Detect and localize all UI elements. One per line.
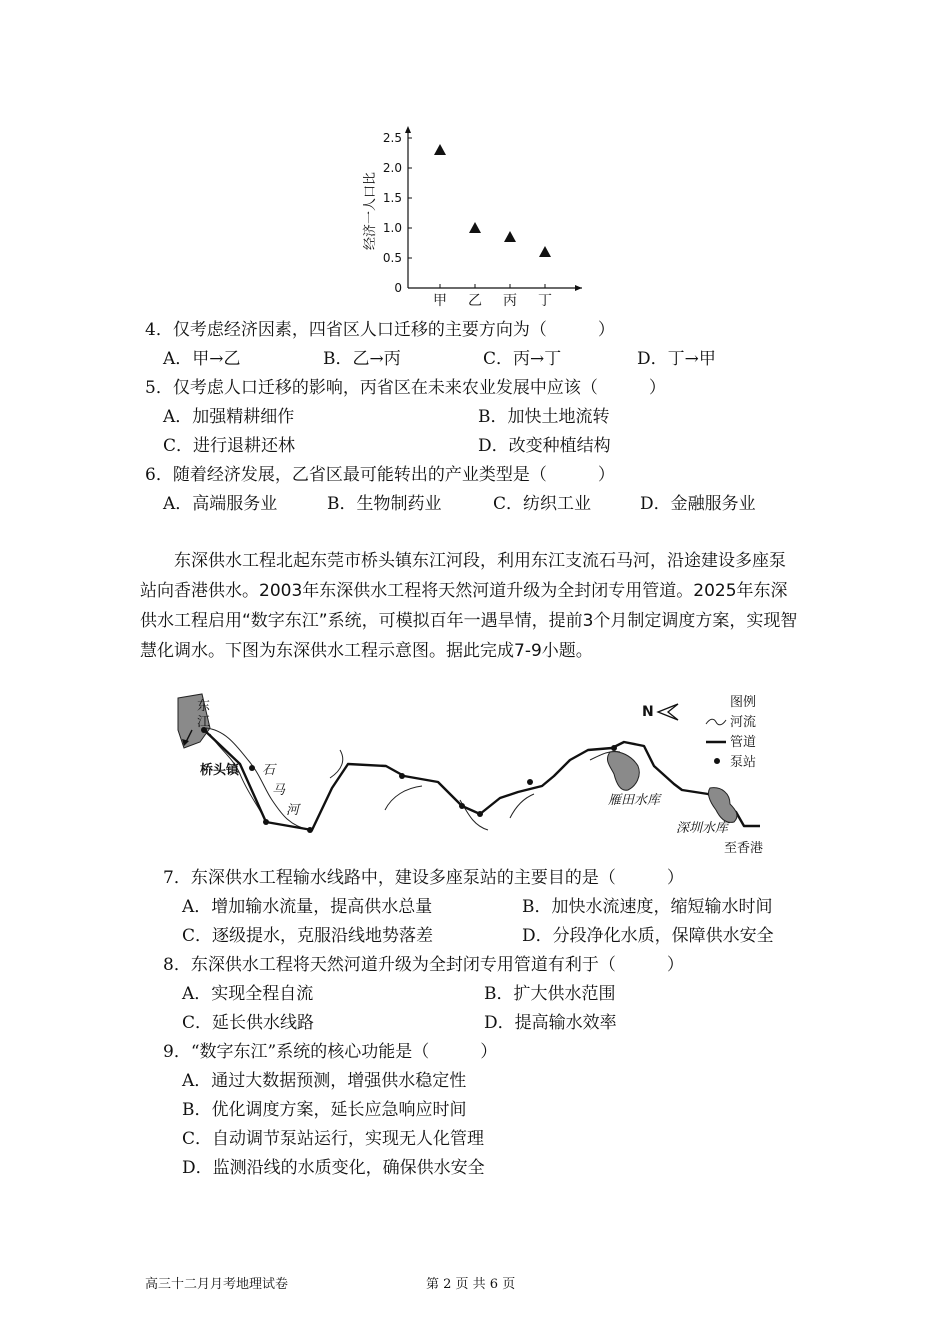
footer-page-number: 第 2 页 共 6 页: [426, 1277, 516, 1292]
north-label: N: [642, 704, 654, 720]
question-6-stem: 6．随着经济发展，乙省区最可能转出的产业类型是（ ）: [145, 465, 615, 485]
y-tick-label: 1.0: [382, 221, 402, 235]
question-7-option-c: C．逐级提水，克服沿线地势落差: [182, 926, 434, 946]
question-9-option-c: C．自动调节泵站运行，实现无人化管理: [182, 1129, 485, 1149]
pump-station-dot: [249, 765, 255, 771]
question-7-option-a: A．增加输水流量，提高供水总量: [182, 897, 433, 917]
question-7-option-b: B．加快水流速度，缩短输水时间: [522, 897, 773, 917]
y-tick-label: 1.5: [382, 191, 402, 205]
x-tick-label: 乙: [468, 293, 482, 309]
legend-river-label: 河流: [730, 715, 757, 730]
legend-title: 图例: [730, 695, 757, 710]
question-6-option-b: B．生物制药业: [327, 494, 442, 514]
water-supply-map: [170, 690, 780, 860]
pump-station-dot: [459, 803, 465, 809]
river-lines: [206, 728, 620, 830]
y-axis-label: 经济一人口比: [363, 171, 378, 251]
y-tick-label: 2.0: [382, 161, 402, 175]
question-6-option-c: C．纺织工业: [493, 494, 592, 514]
shenzhen-label: 深圳水库: [676, 821, 729, 836]
qiaotou-label: 桥头镇: [200, 763, 240, 778]
question-4-option-c: C．丙→丁: [483, 349, 562, 369]
question-9-stem: 9．“数字东江”系统的核心功能是（ ）: [163, 1042, 498, 1062]
data-point-triangle-丁: [539, 246, 551, 257]
economy-population-chart: [360, 120, 600, 310]
question-6-option-a: A．高端服务业: [163, 494, 278, 514]
shimahe-label-1: 石: [262, 763, 276, 778]
footer-exam-title: 高三十二月月考地理试卷: [145, 1277, 289, 1292]
shimahe-label-2: 马: [272, 783, 286, 798]
question-5-option-d: D．改变种植结构: [478, 436, 611, 456]
y-tick-label: 2.5: [382, 131, 402, 145]
pump-station-dot: [307, 827, 313, 833]
pump-station-dot: [399, 773, 405, 779]
yantian-label: 雁田水库: [608, 793, 661, 808]
y-axis-arrow-icon: [405, 126, 411, 133]
shimahe-label-3: 河: [286, 803, 300, 818]
shenzhen-reservoir: [708, 788, 737, 823]
x-tick-label: 丙: [503, 293, 517, 309]
dongjiang-label-2: 江: [197, 715, 211, 730]
question-9-option-a: A．通过大数据预测，增强供水稳定性: [182, 1071, 467, 1091]
question-4-option-b: B．乙→丙: [323, 349, 401, 369]
legend-pump-icon: [714, 758, 720, 764]
question-8-stem: 8．东深供水工程将天然河道升级为全封闭专用管道有利于（ ）: [163, 955, 684, 975]
question-8-option-b: B．扩大供水范围: [484, 984, 616, 1004]
data-point-triangle-丙: [504, 231, 516, 242]
question-8-option-a: A．实现全程自流: [182, 984, 314, 1004]
x-tick-label: 甲: [433, 293, 447, 309]
dongjiang-label-1: 东: [197, 699, 211, 714]
north-arrow-icon: [658, 704, 678, 720]
question-7-option-d: D．分段净化水质，保障供水安全: [522, 926, 774, 946]
question-8-option-d: D．提高输水效率: [484, 1013, 617, 1033]
legend-pipeline-label: 管道: [730, 735, 757, 750]
question-6-option-d: D．金融服务业: [640, 494, 756, 514]
question-5-option-c: C．进行退耕还林: [163, 436, 296, 456]
data-point-triangle-乙: [469, 222, 481, 233]
pump-station-dot: [263, 819, 269, 825]
passage-text: 东深供水工程北起东莞市桥头镇东江河段，利用东江支流石马河，沿途建设多座泵站向香港供水。2003年东深供水工程将天然河道升级为全封闭专用管道。2025年东深供水工程启用“数字东江”系统，可模拟百年一遇旱情，提前3个月制定调度方案，实现智慧化调水。下图为东深供水工程示意图。据此完成7-9小题。: [140, 551, 798, 661]
question-5-option-a: A．加强精耕细作: [163, 407, 295, 427]
question-5-stem: 5．仅考虑人口迁移的影响，丙省区在未来农业发展中应该（ ）: [145, 378, 666, 398]
hongkong-label: 至香港: [724, 841, 764, 856]
question-5-option-b: B．加快土地流转: [478, 407, 610, 427]
question-4-option-a: A．甲→乙: [163, 349, 241, 369]
question-7-stem: 7．东深供水工程输水线路中，建设多座泵站的主要目的是（ ）: [163, 868, 684, 888]
pump-station-dot: [527, 779, 533, 785]
x-tick-label: 丁: [538, 293, 552, 309]
question-4-option-d: D．丁→甲: [637, 349, 716, 369]
y-tick-label: 0.5: [382, 251, 402, 265]
y-tick-label: 0: [394, 281, 402, 295]
question-4-stem: 4．仅考虑经济因素，四省区人口迁移的主要方向为（ ）: [145, 320, 615, 340]
legend-pump-label: 泵站: [730, 755, 757, 770]
question-9-option-d: D．监测沿线的水质变化，确保供水安全: [182, 1158, 485, 1178]
yantian-reservoir: [607, 752, 639, 791]
pump-station-dot: [477, 811, 483, 817]
pump-station-dot: [611, 745, 617, 751]
legend-river-icon: [706, 719, 726, 725]
data-point-triangle-甲: [434, 144, 446, 155]
x-axis-arrow-icon: [575, 285, 582, 291]
question-9-option-b: B．优化调度方案，延长应急响应时间: [182, 1100, 467, 1120]
question-8-option-c: C．延长供水线路: [182, 1013, 315, 1033]
